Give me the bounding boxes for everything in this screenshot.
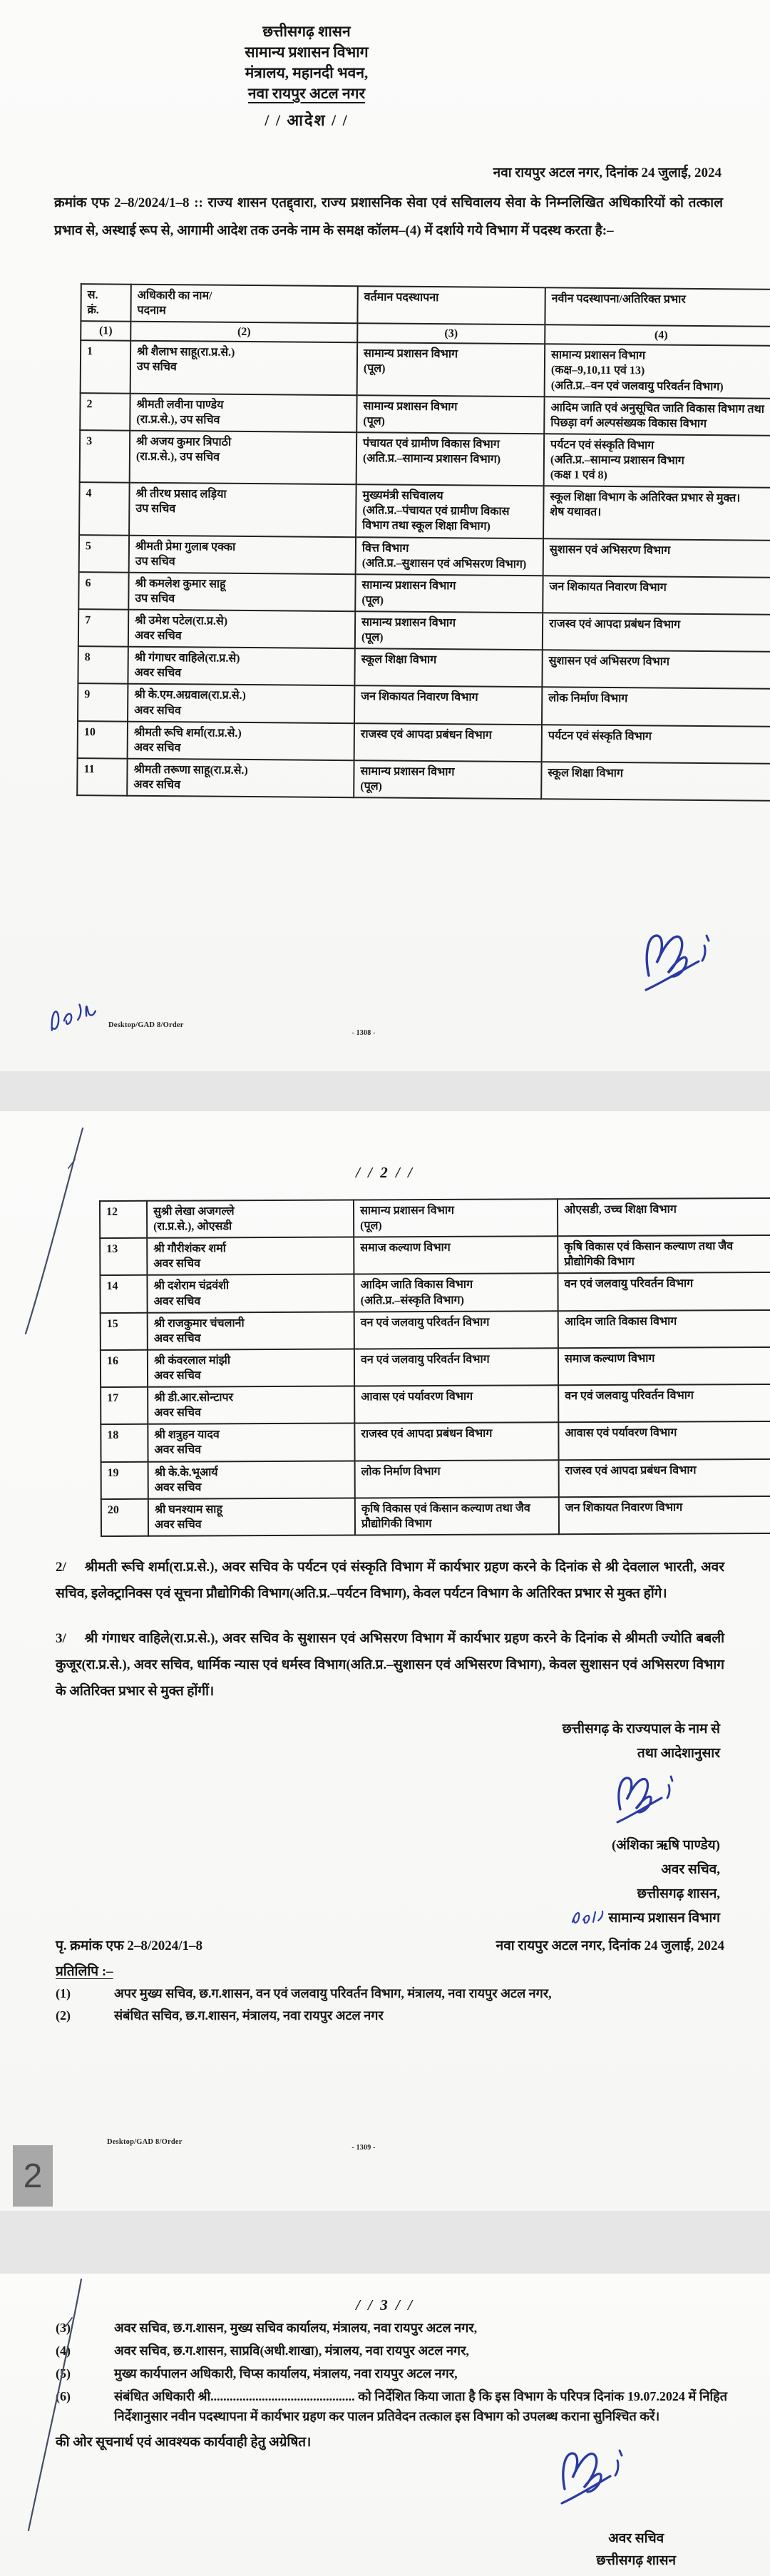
col-new-posting: नवीन पदस्थापना/अतिरिक्त प्रभार xyxy=(545,287,770,327)
copy-item-number: (1) xyxy=(56,1985,71,2000)
cell-current: राजस्व एवं आपदा प्रबंधन विभाग xyxy=(354,723,542,762)
cell-current: वन एवं जलवायु परिवर्तन विभाग xyxy=(354,1348,558,1386)
by-order-line-2: तथा आदेशानुसार xyxy=(637,1746,720,1762)
table-row xyxy=(100,1198,770,1238)
endorsement-number: पृ. क्रमांक एफ 2–8/2024/1–8 xyxy=(56,1938,202,1953)
cell-next: वन एवं जलवायु परिवर्तन विभाग xyxy=(558,1384,770,1423)
copy-item-number: (2) xyxy=(56,2008,71,2023)
colnum-4: (4) xyxy=(545,324,770,346)
table-row xyxy=(80,393,770,436)
dept-name: सामान्य प्रशासन विभाग xyxy=(245,43,369,61)
copy-item xyxy=(56,2364,727,2384)
signatory-dept: सामान्य प्रशासन विभाग xyxy=(608,1911,720,1926)
ministry-line: मंत्रालय, महानदी भवन, xyxy=(245,63,369,81)
table-row xyxy=(78,684,770,727)
page-separator xyxy=(0,1071,770,1111)
col-officer-name: अधिकारी का नाम/ पदनाम xyxy=(130,285,357,324)
cell-current: लोक निर्माण विभाग xyxy=(355,1460,559,1498)
copy-item-text: संबंधित सचिव, छ.ग.शासन, मंत्रालय, नवा रायपुर अटल नगर xyxy=(114,2008,384,2023)
table-row xyxy=(79,482,770,540)
table-row xyxy=(100,1235,770,1275)
city-line: नवा रायपुर अटल नगर xyxy=(247,84,366,102)
pen-stroke-mark xyxy=(24,2276,86,2533)
order-page-2 xyxy=(0,1111,770,2211)
cell-current: मुख्यमंत्री सचिवालय (अति.प्र.–पंचायत एवं ग्रामीण विकास विभाग तथा स्कूल शिक्षा विभाग) xyxy=(356,484,544,538)
cell-next: पर्यटन एवं संस्कृति विभाग (अति.प्र.–सामान्य प्रशासन विभाग (कक्ष 1 एवं 8) xyxy=(544,434,770,488)
table-row xyxy=(101,1347,770,1387)
cell-sn: 10 xyxy=(78,721,128,759)
dateline: नवा रायपुर अटल नगर, दिनांक 24 जुलाई, 2024 xyxy=(493,165,722,181)
colnum-3: (3) xyxy=(357,323,545,344)
copy-item xyxy=(56,2387,727,2427)
copy-item-number: (4) xyxy=(56,2343,71,2358)
table-row xyxy=(101,1458,770,1498)
cell-current: सामान्य प्रशासन विभाग (पूल) xyxy=(356,395,544,434)
signoff-post: अवर सचिव xyxy=(608,2531,664,2546)
copy-item-number: (3) xyxy=(56,2321,71,2335)
cell-name: श्री के.के.भूआर्य अवर सचिव xyxy=(148,1461,355,1498)
cell-name: श्री के.एम.अग्रवाल(रा.प्र.से.) अवर सचिव xyxy=(128,684,354,723)
copy-item-text: संबंधित अधिकारी श्री............................................. को निर्देशित किया जाता है कि इस विभाग के परिपत्र दिनांक 19.07.2024 में निहित निर्देशानुसार नवीन पदस्थापना में कार्यभार ग्रहण कर पालन प्रतिवेदन तत्काल इस विभाग को उपलब्ध कराना सुनिश्चित करें। xyxy=(114,2388,727,2423)
order-page-3 xyxy=(0,2274,770,2576)
cell-name: श्री कमलेश कुमार साहू उप सचिव xyxy=(128,572,355,611)
cell-sn: 14 xyxy=(100,1275,147,1313)
table-row xyxy=(78,646,770,689)
cell-current: सामान्य प्रशासन विभाग (पूल) xyxy=(355,611,543,650)
cell-sn: 12 xyxy=(100,1201,147,1239)
page-marker-2: / / 2 / / xyxy=(356,1164,414,1181)
cell-next: ओएसडी, उच्च शिक्षा विभाग xyxy=(558,1198,770,1237)
copies-label: प्रतिलिपि :– xyxy=(56,1963,113,1979)
cell-name: श्रीमती तरूणा साहू(रा.प्र.से.) अवर सचिव xyxy=(127,759,354,798)
endorsement-dateline: नवा रायपुर अटल नगर, दिनांक 24 जुलाई, 2024 xyxy=(496,1938,724,1953)
cell-sn: 4 xyxy=(79,482,130,535)
cell-sn: 20 xyxy=(101,1499,148,1537)
footer-file-path: Desktop/GAD 8/Order xyxy=(107,2138,183,2146)
cell-next: वन एवं जलवायु परिवर्तन विभाग xyxy=(558,1272,770,1311)
table-row xyxy=(80,430,770,488)
signatory-post: अवर सचिव, xyxy=(661,1861,720,1877)
page-separator xyxy=(0,2211,770,2274)
copy-item-text: मुख्य कार्यपालन अधिकारी, चिप्स कार्यालय, मंत्रालय, नवा रायपुर अटल नगर, xyxy=(114,2366,458,2381)
footer-file-path: Desktop/GAD 8/Order xyxy=(108,1021,184,1029)
cell-next: राजस्व एवं आपदा प्रबंधन विभाग xyxy=(559,1458,770,1497)
cell-sn: 19 xyxy=(101,1461,148,1499)
para-3-number: 3/ xyxy=(56,1631,66,1647)
table-row xyxy=(101,1310,770,1350)
signature-ink-page2 xyxy=(609,1769,683,1829)
cell-current: कृषि विकास एवं किसान कल्याण तथा जैव प्रौद्योगिकी विभाग xyxy=(355,1497,559,1535)
cell-name: श्री अजय कुमार त्रिपाठी (रा.प्र.से.), उप सचिव xyxy=(130,431,357,485)
cell-name: श्रीमती लवीना पाण्डेय (रा.प्र.से.), उप सचिव xyxy=(130,393,356,432)
cell-next: सुशासन एवं अभिसरण विभाग xyxy=(543,538,770,578)
cell-name: श्री कंवरलाल मांझी अवर सचिव xyxy=(148,1349,354,1386)
table-row xyxy=(101,1421,770,1461)
cell-current: राजस्व एवं आपदा प्रबंधन विभाग xyxy=(354,1423,558,1461)
colnum-1: (1) xyxy=(81,321,130,341)
cell-current: सामान्य प्रशासन विभाग (पूल) xyxy=(357,343,545,397)
cell-sn: 5 xyxy=(79,535,129,573)
cell-name: श्री शैलाभ साहू(रा.प्र.से.) उप सचिव xyxy=(130,341,358,395)
signature-ink-page3 xyxy=(552,2442,630,2513)
table-row xyxy=(81,340,770,398)
cell-name: श्री शत्रुहन यादव अवर सचिव xyxy=(148,1424,354,1461)
forwarding-line: की ओर सूचनार्थ एवं आवश्यक कार्यवाही हेतु अग्रेषित। xyxy=(56,2435,312,2450)
cell-sn: 6 xyxy=(78,572,128,610)
cell-name: श्री डी.आर.सोन्टापर अवर सचिव xyxy=(148,1386,354,1424)
cell-next: सामान्य प्रशासन विभाग (कक्ष–9,10,11 एवं 13) (अति.प्र.–वन एवं जलवायु परिवर्तन विभाग) xyxy=(545,344,770,399)
signatory-name: (अंशिका ऋषि पाण्डेय) xyxy=(611,1837,720,1853)
cell-name: श्री घनश्याम साहू अवर सचिव xyxy=(148,1498,355,1535)
copy-item-text: अवर सचिव, छ.ग.शासन, साप्रवि(अधी.शाखा), मंत्रालय, नवा रायपुर अटल नगर, xyxy=(114,2343,469,2358)
col-serial: स. क्रं. xyxy=(81,284,130,322)
colnum-2: (2) xyxy=(130,322,357,343)
cell-name: श्री राजकुमार चंचलानी अवर सचिव xyxy=(148,1312,354,1349)
cell-name: सुश्री लेखा अजगल्ले (रा.प्र.से.), ओएसडी xyxy=(147,1200,354,1238)
govt-name: छत्तीसगढ़ शासन xyxy=(262,23,351,40)
copy-item-text: अवर सचिव, छ.ग.शासन, मुख्य सचिव कार्यालय, मंत्रालय, नवा रायपुर अटल नगर, xyxy=(114,2321,478,2335)
cell-name: श्रीमती रूचि शर्मा(रा.प्र.से.) अवर सचिव xyxy=(128,721,354,760)
cell-next: जन शिकायत निवारण विभाग xyxy=(543,576,770,615)
by-order-line-1: छत्तीसगढ़ के राज्यपाल के नाम से xyxy=(562,1722,720,1737)
cell-sn: 8 xyxy=(78,646,128,684)
table-row xyxy=(78,572,770,615)
cell-name: श्री गंगाधर वाहिले(रा.प्र.से) अवर सचिव xyxy=(128,647,354,686)
cell-next: आवास एवं पर्यावरण विभाग xyxy=(558,1421,770,1460)
copy-item-text: अपर मुख्य सचिव, छ.ग.शासन, वन एवं जलवायु परिवर्तन विभाग, मंत्रालय, नवा रायपुर अटल नगर, xyxy=(114,1985,552,2000)
footer-page-number: - 1308 - xyxy=(351,1029,376,1037)
cell-name: श्री तीरथ प्रसाद लड़िया उप सचिव xyxy=(129,483,356,537)
cell-current: आदिम जाति विकास विभाग (अति.प्र.–संस्कृति विभाग) xyxy=(354,1274,558,1312)
cell-current: पंचायत एवं ग्रामीण विकास विभाग (अति.प्र.–सामान्य प्रशासन विभाग) xyxy=(356,432,545,486)
cell-name: श्री उमेश पटेल(रा.प्र.से) अवर सचिव xyxy=(128,610,355,649)
table-row xyxy=(79,535,770,578)
para-2-number: 2/ xyxy=(56,1559,66,1575)
letterhead xyxy=(0,21,613,131)
cell-sn: 9 xyxy=(78,684,128,722)
cell-next: पर्यटन एवं संस्कृति विभाग xyxy=(542,725,770,764)
cell-current: वित्त विभाग (अति.प्र.–सुशासन एवं अभिसरण विभाग) xyxy=(356,537,543,576)
para-2-text: श्रीमती रूचि शर्मा(रा.प्र.से.), अवर सचिव के पर्यटन एवं संस्कृति विभाग में कार्यभार ग्रहण करने के दिनांक से श्री देवलाल भारती, अवर सचिव, इलेक्ट्रानिक्स एवं सूचना प्रौद्योगिकी विभाग(अति.प्र.–पर्यटन विभाग), केवल पर्यटन विभाग के अतिरिक्त प्रभार से मुक्त होंगे। xyxy=(56,1559,724,1602)
cell-sn: 16 xyxy=(101,1350,148,1388)
order-intro-paragraph: क्रमांक एफ 2–8/2024/1–8 :: राज्य शासन एतद्द्वारा, राज्य प्रशासनिक सेवा एवं सचिवालय सेवा के निम्नलिखित अधिकारियों को तत्काल प्रभाव से, अस्थाई रूप से, आगामी आदेश तक उनके नाम के समक्ष कॉलम–(4) में दर्शाये गये विभाग में पदस्थ करता है:– xyxy=(54,195,723,238)
cell-current: समाज कल्याण विभाग xyxy=(354,1236,558,1274)
copy-item-number: (6) xyxy=(56,2388,71,2403)
cell-current: आवास एवं पर्यावरण विभाग xyxy=(354,1385,558,1423)
para-3-text: श्री गंगाधर वाहिले(रा.प्र.से.), अवर सचिव के सुशासन एवं अभिसरण विभाग में कार्यभार ग्रहण करने के दिनांक से श्रीमती ज्योति बबली कुजूर(रा.प्र.से.), अवर सचिव, धार्मिक न्यास एवं धर्मस्व विभाग(अति.प्र.–सुशासन एवं अभिसरण विभाग), केवल सुशासन एवं अभिसरण विभाग के अतिरिक्त प्रभार से मुक्त होंगीं। xyxy=(56,1631,724,1700)
pen-stroke-mark xyxy=(19,1124,87,1338)
footer-page-number: - 1309 - xyxy=(351,2144,376,2152)
signatory-dept-line xyxy=(0,1906,720,1931)
table-row xyxy=(78,609,770,652)
signature-ink-page1 xyxy=(635,924,719,1001)
cell-sn: 3 xyxy=(80,430,130,483)
officer-posting-table-continued xyxy=(99,1197,770,1537)
copy-list-page2 xyxy=(56,1984,727,2027)
cell-current: वन एवं जलवायु परिवर्तन विभाग xyxy=(354,1311,558,1349)
cell-current: सामान्य प्रशासन विभाग (पूल) xyxy=(354,760,541,799)
cell-sn: 2 xyxy=(80,393,130,431)
cell-sn: 7 xyxy=(78,609,128,647)
copy-item-number: (5) xyxy=(56,2366,71,2381)
copy-item xyxy=(56,2006,727,2026)
initials-ink-small xyxy=(570,1908,607,1926)
para-3 xyxy=(56,1625,724,1704)
officer-posting-table xyxy=(76,283,770,802)
cell-name: श्रीमती प्रेमा गुलाब एक्का उप सचिव xyxy=(129,535,356,574)
cell-name: श्री गौरीशंकर शर्मा अवर सचिव xyxy=(147,1237,354,1275)
cell-next: आदिम जाति विकास विभाग xyxy=(558,1310,770,1349)
cell-current: सामान्य प्रशासन विभाग (पूल) xyxy=(354,1199,558,1237)
endorsement-line xyxy=(56,1936,724,1954)
table-header-row xyxy=(81,284,770,327)
signoff-govt: छत्तीसगढ़ शासन xyxy=(596,2553,676,2569)
cell-next: जन शिकायत निवारण विभाग xyxy=(559,1496,770,1535)
scan-page-badge: 2 xyxy=(13,2145,53,2207)
copy-list-page3 xyxy=(56,2319,727,2426)
cell-next: समाज कल्याण विभाग xyxy=(558,1347,770,1386)
cell-sn: 18 xyxy=(101,1424,148,1462)
copy-item xyxy=(56,1984,727,2004)
cell-current: सामान्य प्रशासन विभाग (पूल) xyxy=(355,574,543,613)
copy-item xyxy=(56,2319,727,2339)
cell-current: जन शिकायत निवारण विभाग xyxy=(354,686,542,725)
cell-name: श्री दशेराम चंद्रवंशी अवर सचिव xyxy=(147,1274,354,1312)
cell-sn: 1 xyxy=(81,340,131,393)
cell-next: सुशासन एवं अभिसरण विभाग xyxy=(542,650,770,689)
cell-next: लोक निर्माण विभाग xyxy=(542,688,770,727)
col-current-posting: वर्तमान पदस्थापना xyxy=(357,286,545,324)
table-row xyxy=(100,1272,770,1312)
cell-next: स्कूल शिक्षा विभाग के अतिरिक्त प्रभार से मुक्त। शेष यथावत। xyxy=(543,486,770,540)
cell-next: स्कूल शिक्षा विभाग xyxy=(541,762,770,801)
authority-signoff-block xyxy=(0,1717,720,1931)
table-row xyxy=(101,1384,770,1424)
order-page-1 xyxy=(0,0,770,1071)
cell-sn: 13 xyxy=(100,1238,147,1276)
order-heading: / / आदेश / / xyxy=(265,111,349,129)
cell-next: राजस्व एवं आपदा प्रबंधन विभाग xyxy=(543,613,770,652)
final-signoff-block xyxy=(596,2528,676,2572)
para-2 xyxy=(56,1554,724,1607)
copy-item xyxy=(56,2341,727,2361)
cell-next: कृषि विकास एवं किसान कल्याण तथा जैव प्रौद्योगिकी विभाग xyxy=(558,1235,770,1274)
table-row xyxy=(77,758,770,801)
cell-next: आदिम जाति एवं अनुसूचित जाति विकास विभाग तथा पिछड़ा वर्ग अल्पसंख्यक विकास विभाग xyxy=(544,397,770,436)
cell-sn: 17 xyxy=(101,1387,148,1425)
table-row xyxy=(101,1496,770,1536)
signatory-govt: छत्तीसगढ़ शासन, xyxy=(637,1886,720,1902)
page-marker-3: / / 3 / / xyxy=(356,2296,414,2314)
cell-sn: 11 xyxy=(77,758,127,796)
table-row xyxy=(78,721,770,764)
cell-current: स्कूल शिक्षा विभाग xyxy=(354,648,542,687)
cell-sn: 15 xyxy=(101,1312,148,1350)
